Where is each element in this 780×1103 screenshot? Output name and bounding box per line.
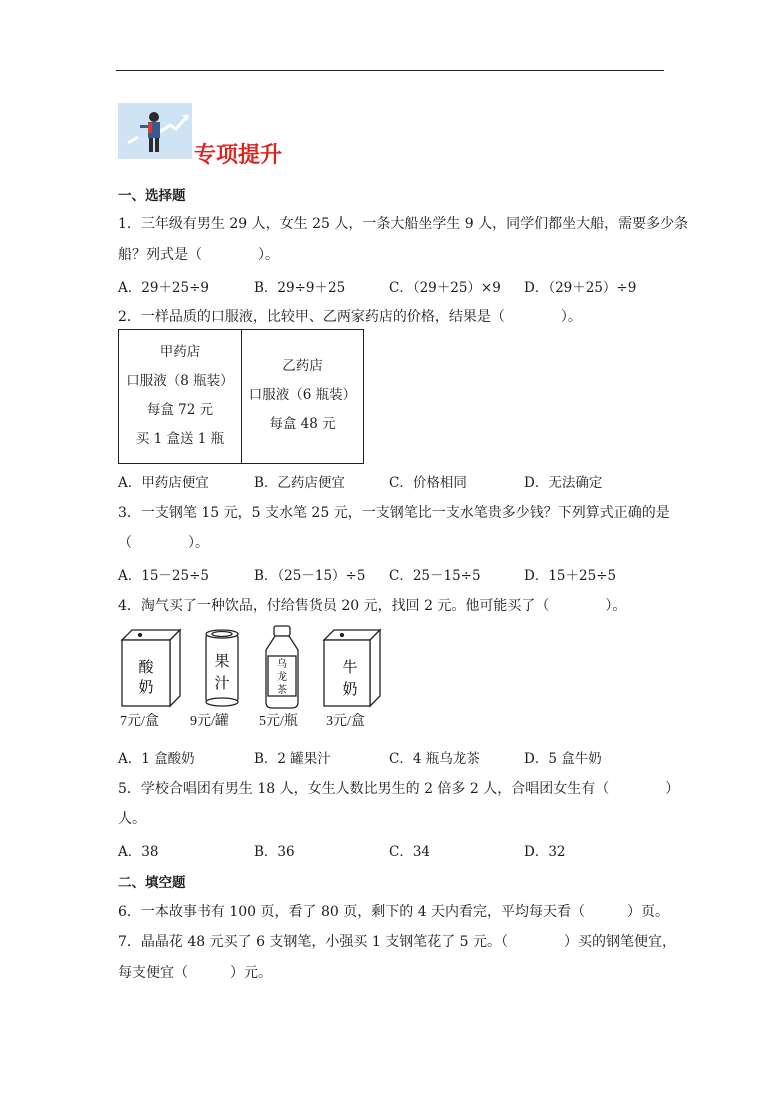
question-1-option-a: A．29＋25÷9	[118, 280, 210, 296]
product-1-label-bottom: 奶	[138, 678, 154, 696]
product-4-price: 3元/盒	[326, 714, 365, 729]
drinks-illustration	[118, 622, 388, 710]
question-7-line-1: 7．晶晶花 48 元买了 6 支钢笔，小强买 1 支钢笔花了 5 元。（ ）买的钢笔便宜，	[118, 934, 677, 950]
question-3-line-1: 3．一支钢笔 15 元，5 支水笔 25 元，一支钢笔比一支水笔贵多少钱？下列算式正确的是	[118, 505, 670, 521]
question-3-option-a: A．15－25÷5	[118, 568, 210, 584]
product-2-price: 9元/罐	[190, 714, 229, 729]
banner-image	[118, 103, 192, 159]
question-7-line-2: 每支便宜（ ）元。	[118, 965, 272, 981]
question-5-line-2: 人。	[118, 811, 146, 827]
question-5-option-b: B．36	[254, 844, 295, 860]
section-heading-fill-blank: 二、填空题	[118, 875, 186, 891]
question-2-option-c: C．价格相同	[389, 475, 467, 491]
question-1-option-d: D．（29＋25）÷9	[524, 280, 637, 296]
question-4-line-1: 4．淘气买了一种饮品，付给售货员 20 元，找回 2 元。他可能买了（ ）。	[118, 598, 627, 614]
section-heading-choice: 一、选择题	[118, 188, 186, 204]
question-3-option-d: D．15＋25÷5	[524, 568, 617, 584]
store-a-product: 口服液（8 瓶装）	[126, 373, 234, 389]
question-4-option-c: C．4 瓶乌龙茶	[389, 751, 480, 767]
question-2-option-a: A．甲药店便宜	[118, 475, 209, 491]
store-b-price: 每盒 48 元	[269, 416, 336, 432]
product-1-price: 7元/盒	[120, 714, 159, 729]
question-3-line-2: （ ）。	[118, 535, 209, 551]
page-title: 专项提升	[194, 143, 283, 168]
product-3-label-mid: 龙	[277, 672, 287, 683]
store-a-price: 每盒 72 元	[146, 402, 214, 418]
question-2-option-d: D．无法确定	[524, 475, 603, 491]
header-rule	[116, 70, 664, 71]
store-b-product: 口服液（6 瓶装）	[248, 387, 357, 403]
price-comparison-table	[118, 329, 364, 464]
question-1-option-c: C．（29＋25）×9	[389, 280, 501, 296]
question-4-option-a: A．1 盒酸奶	[118, 751, 195, 767]
product-3-label-top: 乌	[277, 659, 287, 670]
product-1-label-top: 酸	[138, 658, 154, 676]
question-5-option-d: D．32	[524, 844, 566, 860]
question-1-line-2: 船？列式是（ ）。	[118, 247, 279, 263]
store-b-cell	[242, 330, 363, 463]
store-b-name: 乙药店	[282, 358, 323, 374]
product-2-label-bottom: 汁	[214, 674, 230, 692]
question-3-option-c: C．25－15÷5	[389, 568, 481, 584]
teacher-figure-icon	[118, 103, 192, 159]
product-2-label-top: 果	[214, 652, 230, 670]
question-6-line-1: 6．一本故事书有 100 页，看了 80 页，剩下的 4 天内看完，平均每天看（ ）页。	[118, 904, 670, 920]
question-5-option-a: A．38	[118, 844, 159, 860]
question-3-option-b: B．（25－15）÷5	[254, 568, 366, 584]
question-1-option-b: B．29÷9＋25	[254, 280, 346, 296]
question-2-option-b: B．乙药店便宜	[254, 475, 345, 491]
store-a-promotion: 买 1 盒送 1 瓶	[135, 431, 225, 447]
store-a-name: 甲药店	[159, 344, 201, 360]
question-1-line-1: 1．三年级有男生 29 人，女生 25 人，一条大船坐学生 9 人，同学们都坐大船，需要多少条	[118, 216, 689, 232]
store-a-cell	[119, 330, 242, 463]
product-3-label-bottom: 茶	[277, 685, 287, 696]
question-4-option-d: D．5 盒牛奶	[524, 751, 602, 767]
product-4-label-bottom: 奶	[342, 680, 358, 698]
question-4-option-b: B．2 罐果汁	[254, 751, 331, 767]
question-5-option-c: C．34	[389, 844, 431, 860]
product-3-price: 5元/瓶	[259, 714, 298, 729]
question-5-line-1: 5．学校合唱团有男生 18 人，女生人数比男生的 2 倍多 2 人，合唱团女生有（ ）	[118, 781, 680, 797]
question-2-line-1: 2．一样品质的口服液，比较甲、乙两家药店的价格，结果是（ ）。	[118, 309, 582, 325]
product-4-label-top: 牛	[342, 658, 358, 676]
